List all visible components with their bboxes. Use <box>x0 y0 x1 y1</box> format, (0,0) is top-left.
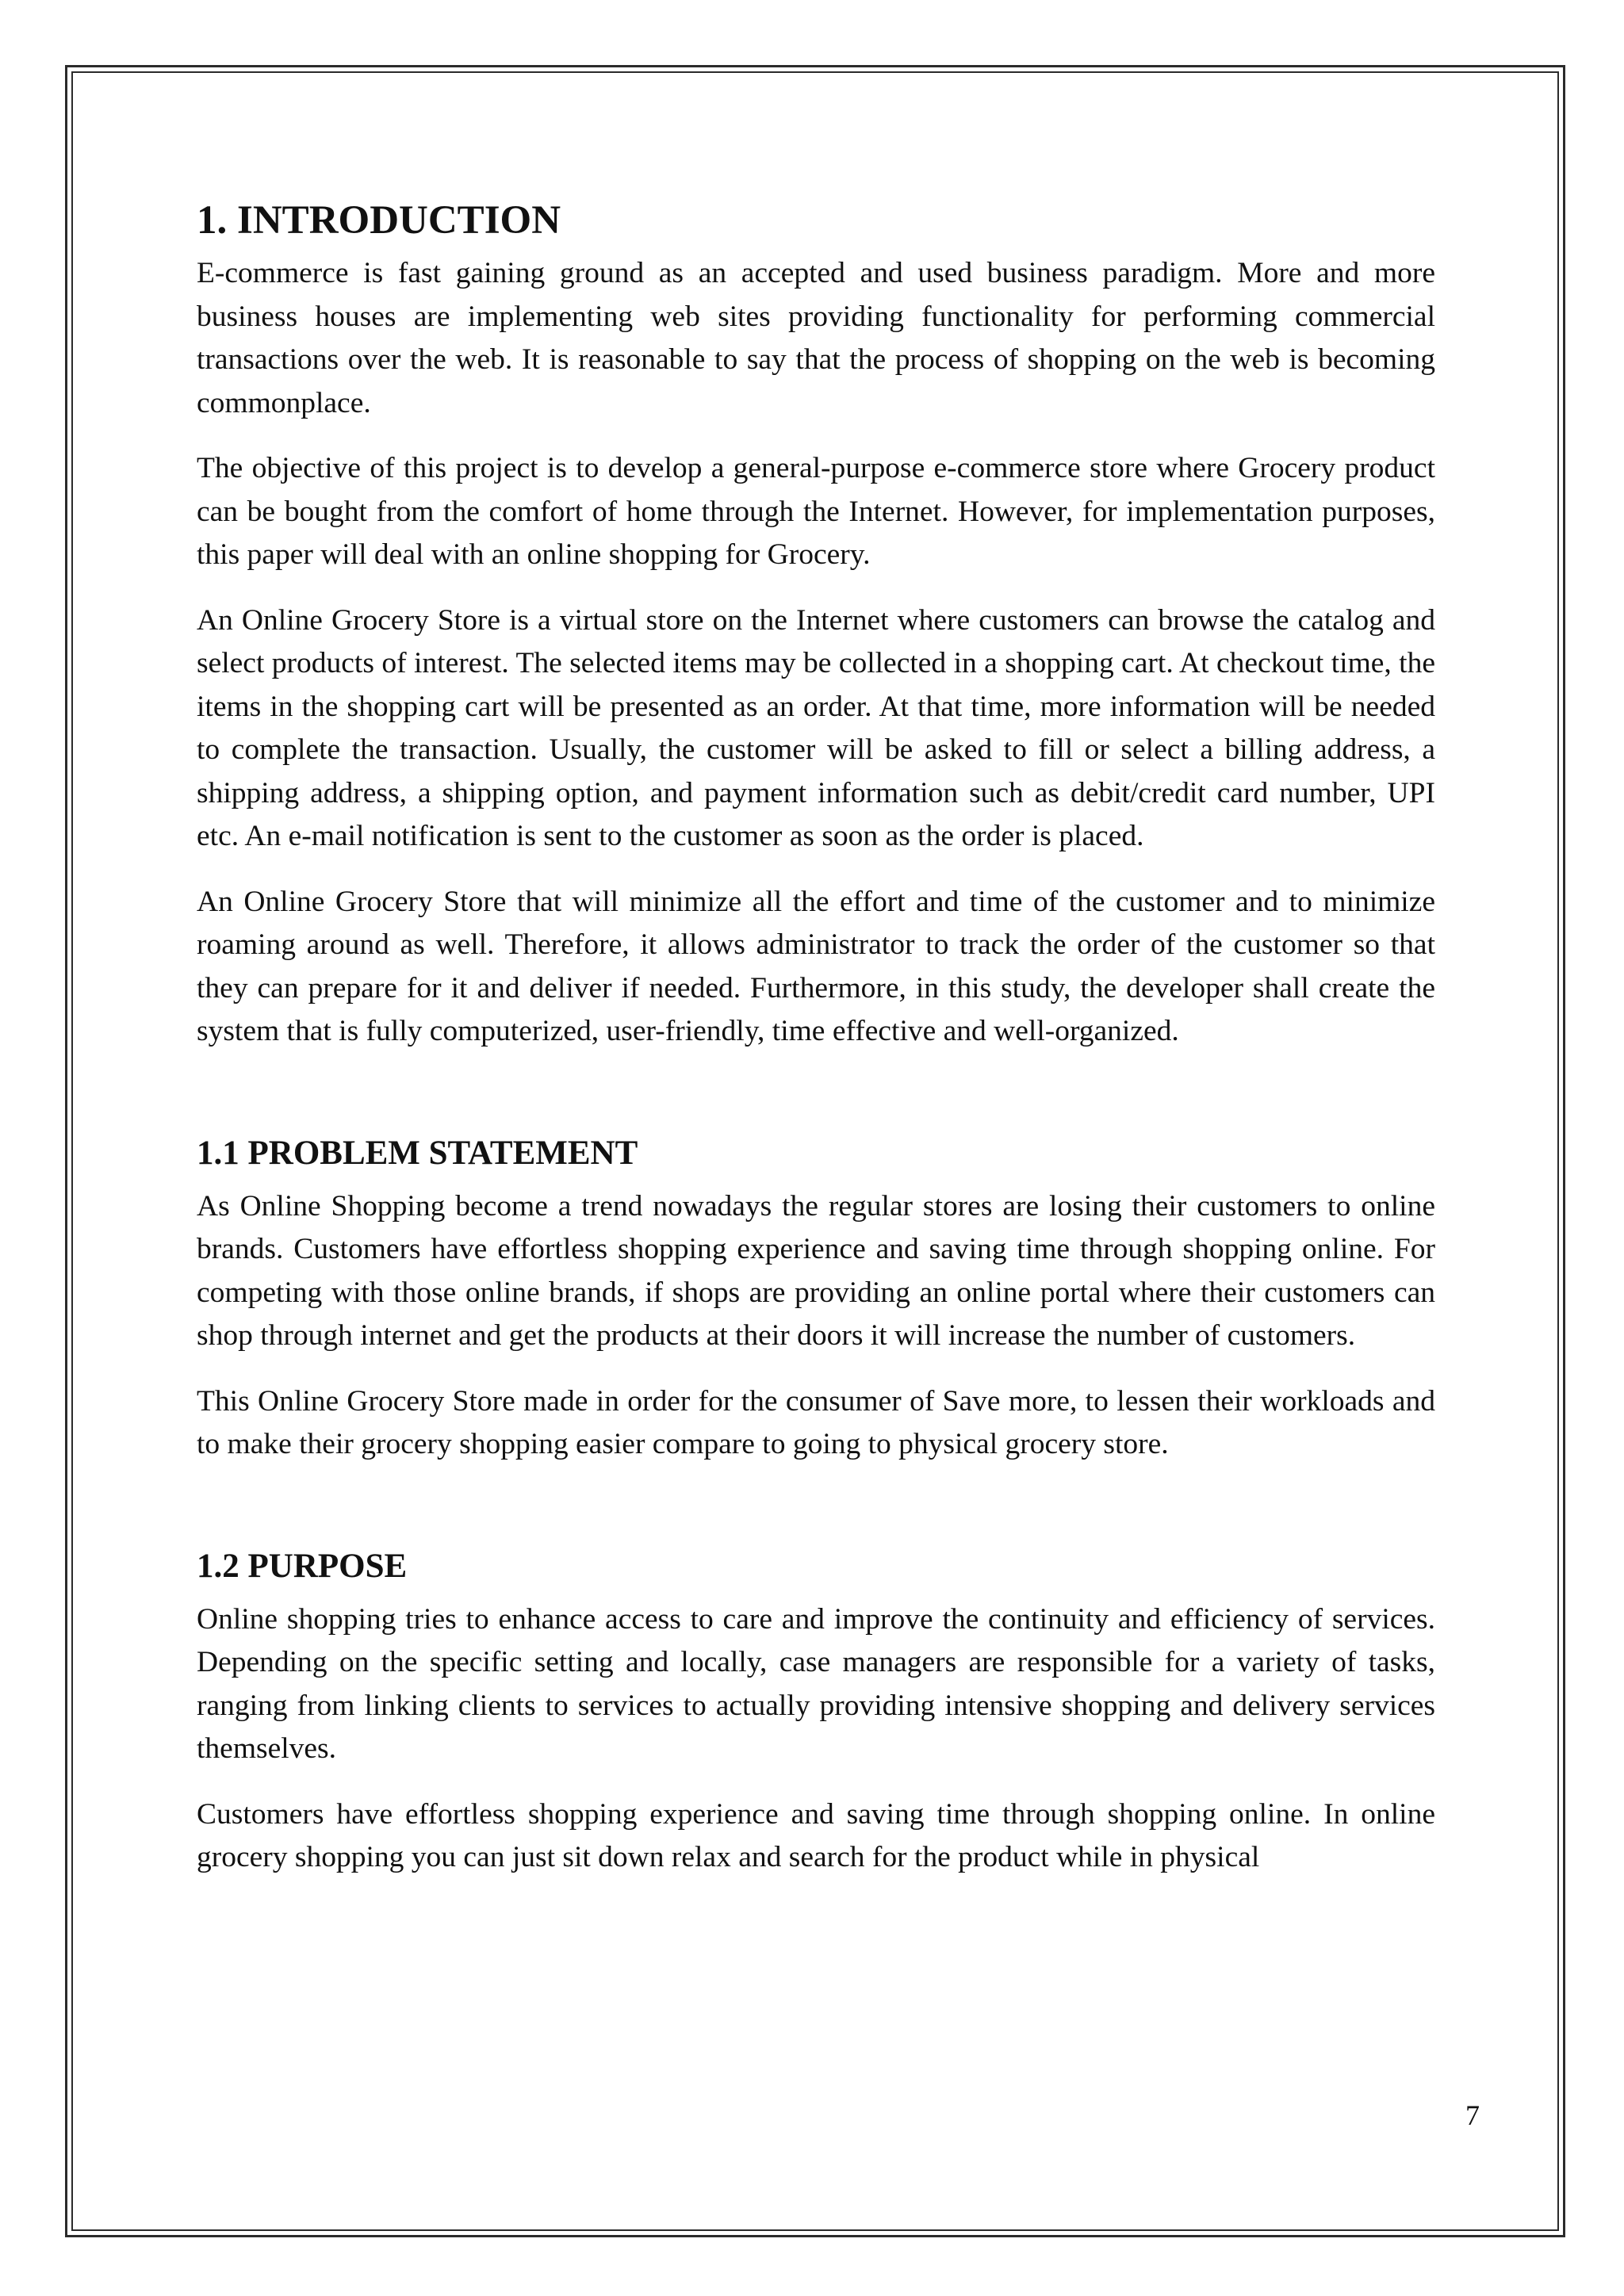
section-heading-introduction: 1. INTRODUCTION <box>197 198 561 243</box>
section-introduction <box>197 195 1435 1054</box>
paragraph: E-commerce is fast gaining ground as an accepted and used business paradigm. More and more business houses are implementing web sites providing functionality for performing commercial transactions over the web. It is reasonable to say that the process of shopping on the web is becoming commonplace. <box>197 257 1435 419</box>
section-problem-statement <box>197 1131 1435 1467</box>
section-heading-problem-statement: 1.1 PROBLEM STATEMENT <box>197 1134 638 1172</box>
paragraph: Online shopping tries to enhance access to care and improve the continuity and efficiency of services. Depending on the specific setting and locally, case managers are responsible for a variety of tasks, ranging from linking clients to services to actually providing intensive shopping and delivery services themselves. <box>197 1602 1435 1765</box>
section-spacer <box>197 1076 1435 1131</box>
paragraph: An Online Grocery Store that will minimize all the effort and time of the customer and to minimize roaming around as well. Therefore, it allows administrator to track the order of the customer so that they can prepare for it and deliver if needed. Furthermore, in this study, the developer shall create the system that is fully computerized, user-friendly, time effective and well-organized. <box>197 885 1435 1047</box>
section-purpose <box>197 1544 1435 1880</box>
document-body <box>197 195 1435 1902</box>
paragraph: As Online Shopping become a trend nowadays the regular stores are losing their customers to online brands. Customers have effortless shopping experience and saving time through shopping online. For competing with those online brands, if shops are providing an online portal where their customers can shop through internet and get the products at their doors it will increase the number of customers. <box>197 1189 1435 1352</box>
paragraph: This Online Grocery Store made in order for the consumer of Save more, to lessen their workloads and to make their grocery shopping easier compare to going to physical grocery store. <box>197 1384 1435 1460</box>
section-spacer <box>197 1489 1435 1544</box>
section-heading-purpose: 1.2 PURPOSE <box>197 1547 408 1585</box>
paragraph: An Online Grocery Store is a virtual store on the Internet where customers can browse the catalog and select products of interest. The selected items may be collected in a shopping cart. At checkout time, the items in the shopping cart will be presented as an order. At that time, more information will be needed to complete the transaction. Usually, the customer will be asked to fill or select a billing address, a shipping address, a shipping option, and payment information such as debit/credit card number, UPI etc. An e-mail notification is sent to the customer as soon as the order is placed. <box>197 603 1435 852</box>
paragraph: Customers have effortless shopping experience and saving time through shopping online. In online grocery shopping you can just sit down relax and search for the product while in physical <box>197 1797 1435 1873</box>
page-number: 7 <box>1465 2099 1480 2131</box>
paragraph: The objective of this project is to develop a general-purpose e-commerce store where Grocery product can be bought from the comfort of home through the Internet. However, for implementation purposes, this paper will deal with an online shopping for Grocery. <box>197 452 1435 571</box>
